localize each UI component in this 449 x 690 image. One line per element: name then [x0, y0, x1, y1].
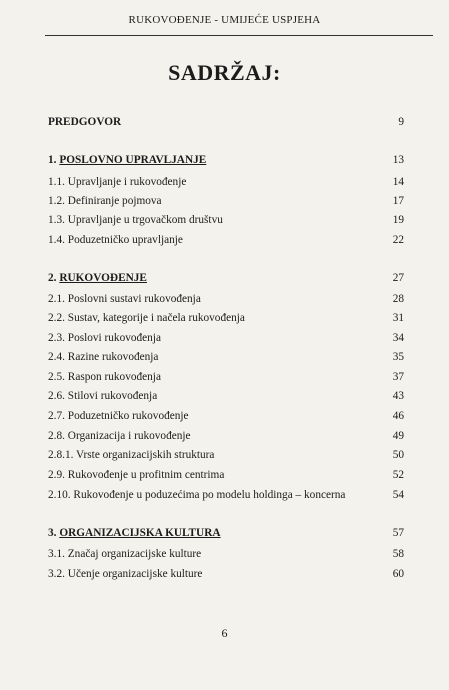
toc-entry	[48, 408, 404, 424]
toc-entry-number: 2.2.	[48, 312, 65, 324]
toc-entry-title: Definiranje pojmova	[67, 195, 162, 207]
toc-entry	[48, 330, 404, 346]
toc-entry	[48, 428, 404, 444]
toc-entry-number: 1.	[48, 154, 57, 166]
toc-entry-number: 3.	[48, 527, 57, 539]
toc-entry-title: Poduzetničko rukovođenje	[67, 410, 189, 422]
toc-entry-page: 50	[392, 449, 404, 461]
toc-entry-label	[48, 428, 191, 444]
toc-entry-number: 2.	[48, 272, 57, 284]
toc-entry-label	[48, 467, 224, 483]
toc-entry	[48, 310, 404, 326]
toc-entry-number: 1.4.	[48, 234, 65, 246]
toc-entry-title: RUKOVOĐENJE	[59, 272, 147, 284]
toc-entry	[48, 232, 404, 248]
toc-entry	[48, 349, 404, 365]
toc-entry-title: Raspon rukovođenja	[67, 371, 161, 383]
toc-entry-label	[48, 447, 214, 463]
toc-entry-page: 34	[392, 332, 404, 344]
toc-entry-label	[48, 369, 161, 385]
toc-entry-page: 52	[392, 469, 404, 481]
toc-entry-title: Stilovi rukovođenja	[67, 390, 158, 402]
toc-entry-title: Poduzetničko upravljanje	[67, 234, 183, 246]
toc-entry	[48, 546, 404, 562]
toc-entry-label	[48, 388, 157, 404]
toc-entry	[48, 193, 404, 209]
toc-entry	[48, 212, 404, 228]
toc-entry-title: POSLOVNO UPRAVLJANJE	[59, 154, 207, 166]
toc-entry-label	[48, 546, 201, 562]
toc-entry-label	[48, 232, 183, 248]
toc-entry-label	[48, 310, 245, 326]
toc-entry-number: 1.1.	[48, 176, 65, 188]
toc-entry-label	[48, 349, 158, 365]
toc-entry-title: Upravljanje i rukovođenje	[67, 176, 187, 188]
toc-entry-title: ORGANIZACIJSKA KULTURA	[59, 527, 221, 539]
toc-entry-number: 2.8.	[48, 430, 65, 442]
toc-entry-page: 37	[392, 371, 404, 383]
toc-entry-title: Rukovođenje u profitnim centrima	[67, 469, 225, 481]
toc-entry-page: 54	[392, 489, 404, 501]
toc-entry-number: 3.2.	[48, 568, 65, 580]
toc-entry	[48, 525, 404, 541]
toc-entry	[48, 487, 404, 503]
toc-entry	[48, 447, 404, 463]
toc-entry-label	[48, 114, 121, 130]
toc-entry-label	[48, 525, 221, 541]
toc-entry-title: Poslovi rukovođenja	[67, 332, 161, 344]
toc-entry-title: Rukovođenje u poduzećima po modelu holdinga – koncerna	[73, 489, 346, 501]
running-header: RUKOVOĐENJE - UMIJEĆE USPJEHA	[128, 14, 321, 26]
toc-entry	[48, 152, 404, 168]
toc-entry-page: 22	[392, 234, 404, 246]
toc-entry-page: 49	[392, 430, 404, 442]
toc-entry-page: 27	[392, 272, 404, 284]
toc-entry-number: 2.3.	[48, 332, 65, 344]
toc-entry-title: Organizacija i rukovođenje	[67, 430, 191, 442]
toc-entry-page: 35	[392, 351, 404, 363]
toc-entry-number: 2.7.	[48, 410, 65, 422]
toc-entry-label	[48, 566, 202, 582]
toc-entry	[48, 174, 404, 190]
toc-entry-page: 60	[392, 568, 404, 580]
toc-entry	[48, 291, 404, 307]
toc-entry-number: 2.6.	[48, 390, 65, 402]
toc-entry-number: 2.8.1.	[48, 449, 74, 461]
toc-entry-page: 57	[392, 527, 404, 539]
toc-entry-number: 2.5.	[48, 371, 65, 383]
toc-entry	[48, 270, 404, 286]
toc-entry-title: Razine rukovođenja	[67, 351, 159, 363]
toc-entry-page: 28	[392, 293, 404, 305]
toc-entry-number: 1.2.	[48, 195, 65, 207]
toc-entry-page: 17	[392, 195, 404, 207]
toc-entry-label	[48, 408, 189, 424]
toc-entry-page: 31	[392, 312, 404, 324]
toc-entry-label	[48, 193, 162, 209]
contents-heading: SADRŽAJ:	[168, 60, 281, 85]
toc-entry-page: 46	[392, 410, 404, 422]
toc-entry-page: 14	[392, 176, 404, 188]
toc-entry-page: 19	[392, 214, 404, 226]
toc-entry	[48, 388, 404, 404]
toc-entry-number: 3.1.	[48, 548, 65, 560]
toc-entry-number: 2.10.	[48, 489, 71, 501]
toc-entry	[48, 114, 404, 130]
toc-entry-title: PREDGOVOR	[48, 116, 122, 128]
toc-entry-title: Vrste organizacijskih struktura	[76, 449, 215, 461]
toc-entry-page: 58	[392, 548, 404, 560]
toc-entry	[48, 566, 404, 582]
toc-entry	[48, 467, 404, 483]
toc-entry-title: Učenje organizacijske kulture	[67, 568, 203, 580]
toc-entry-label	[48, 174, 186, 190]
toc-entry-number: 2.9.	[48, 469, 65, 481]
toc-entry-title: Sustav, kategorije i načela rukovođenja	[67, 312, 245, 324]
toc-entry-label	[48, 330, 161, 346]
toc-entry-page: 13	[392, 154, 404, 166]
page-number: 6	[221, 626, 228, 640]
toc-entry-label	[48, 487, 345, 503]
toc-entry-number: 2.4.	[48, 351, 65, 363]
toc-entry-page: 9	[398, 116, 404, 128]
toc-entry-label	[48, 152, 206, 168]
toc-entry-number: 2.1.	[48, 293, 65, 305]
toc-entry-label	[48, 270, 147, 286]
toc-entry-title: Poslovni sustavi rukovođenja	[67, 293, 201, 305]
toc-entry	[48, 369, 404, 385]
toc-entry-page: 43	[392, 390, 404, 402]
toc-entry-label	[48, 212, 223, 228]
toc-entry-title: Upravljanje u trgovačkom društvu	[67, 214, 223, 226]
toc-entry-number: 1.3.	[48, 214, 65, 226]
toc-entry-title: Značaj organizacijske kulture	[67, 548, 202, 560]
toc-entry-label	[48, 291, 201, 307]
